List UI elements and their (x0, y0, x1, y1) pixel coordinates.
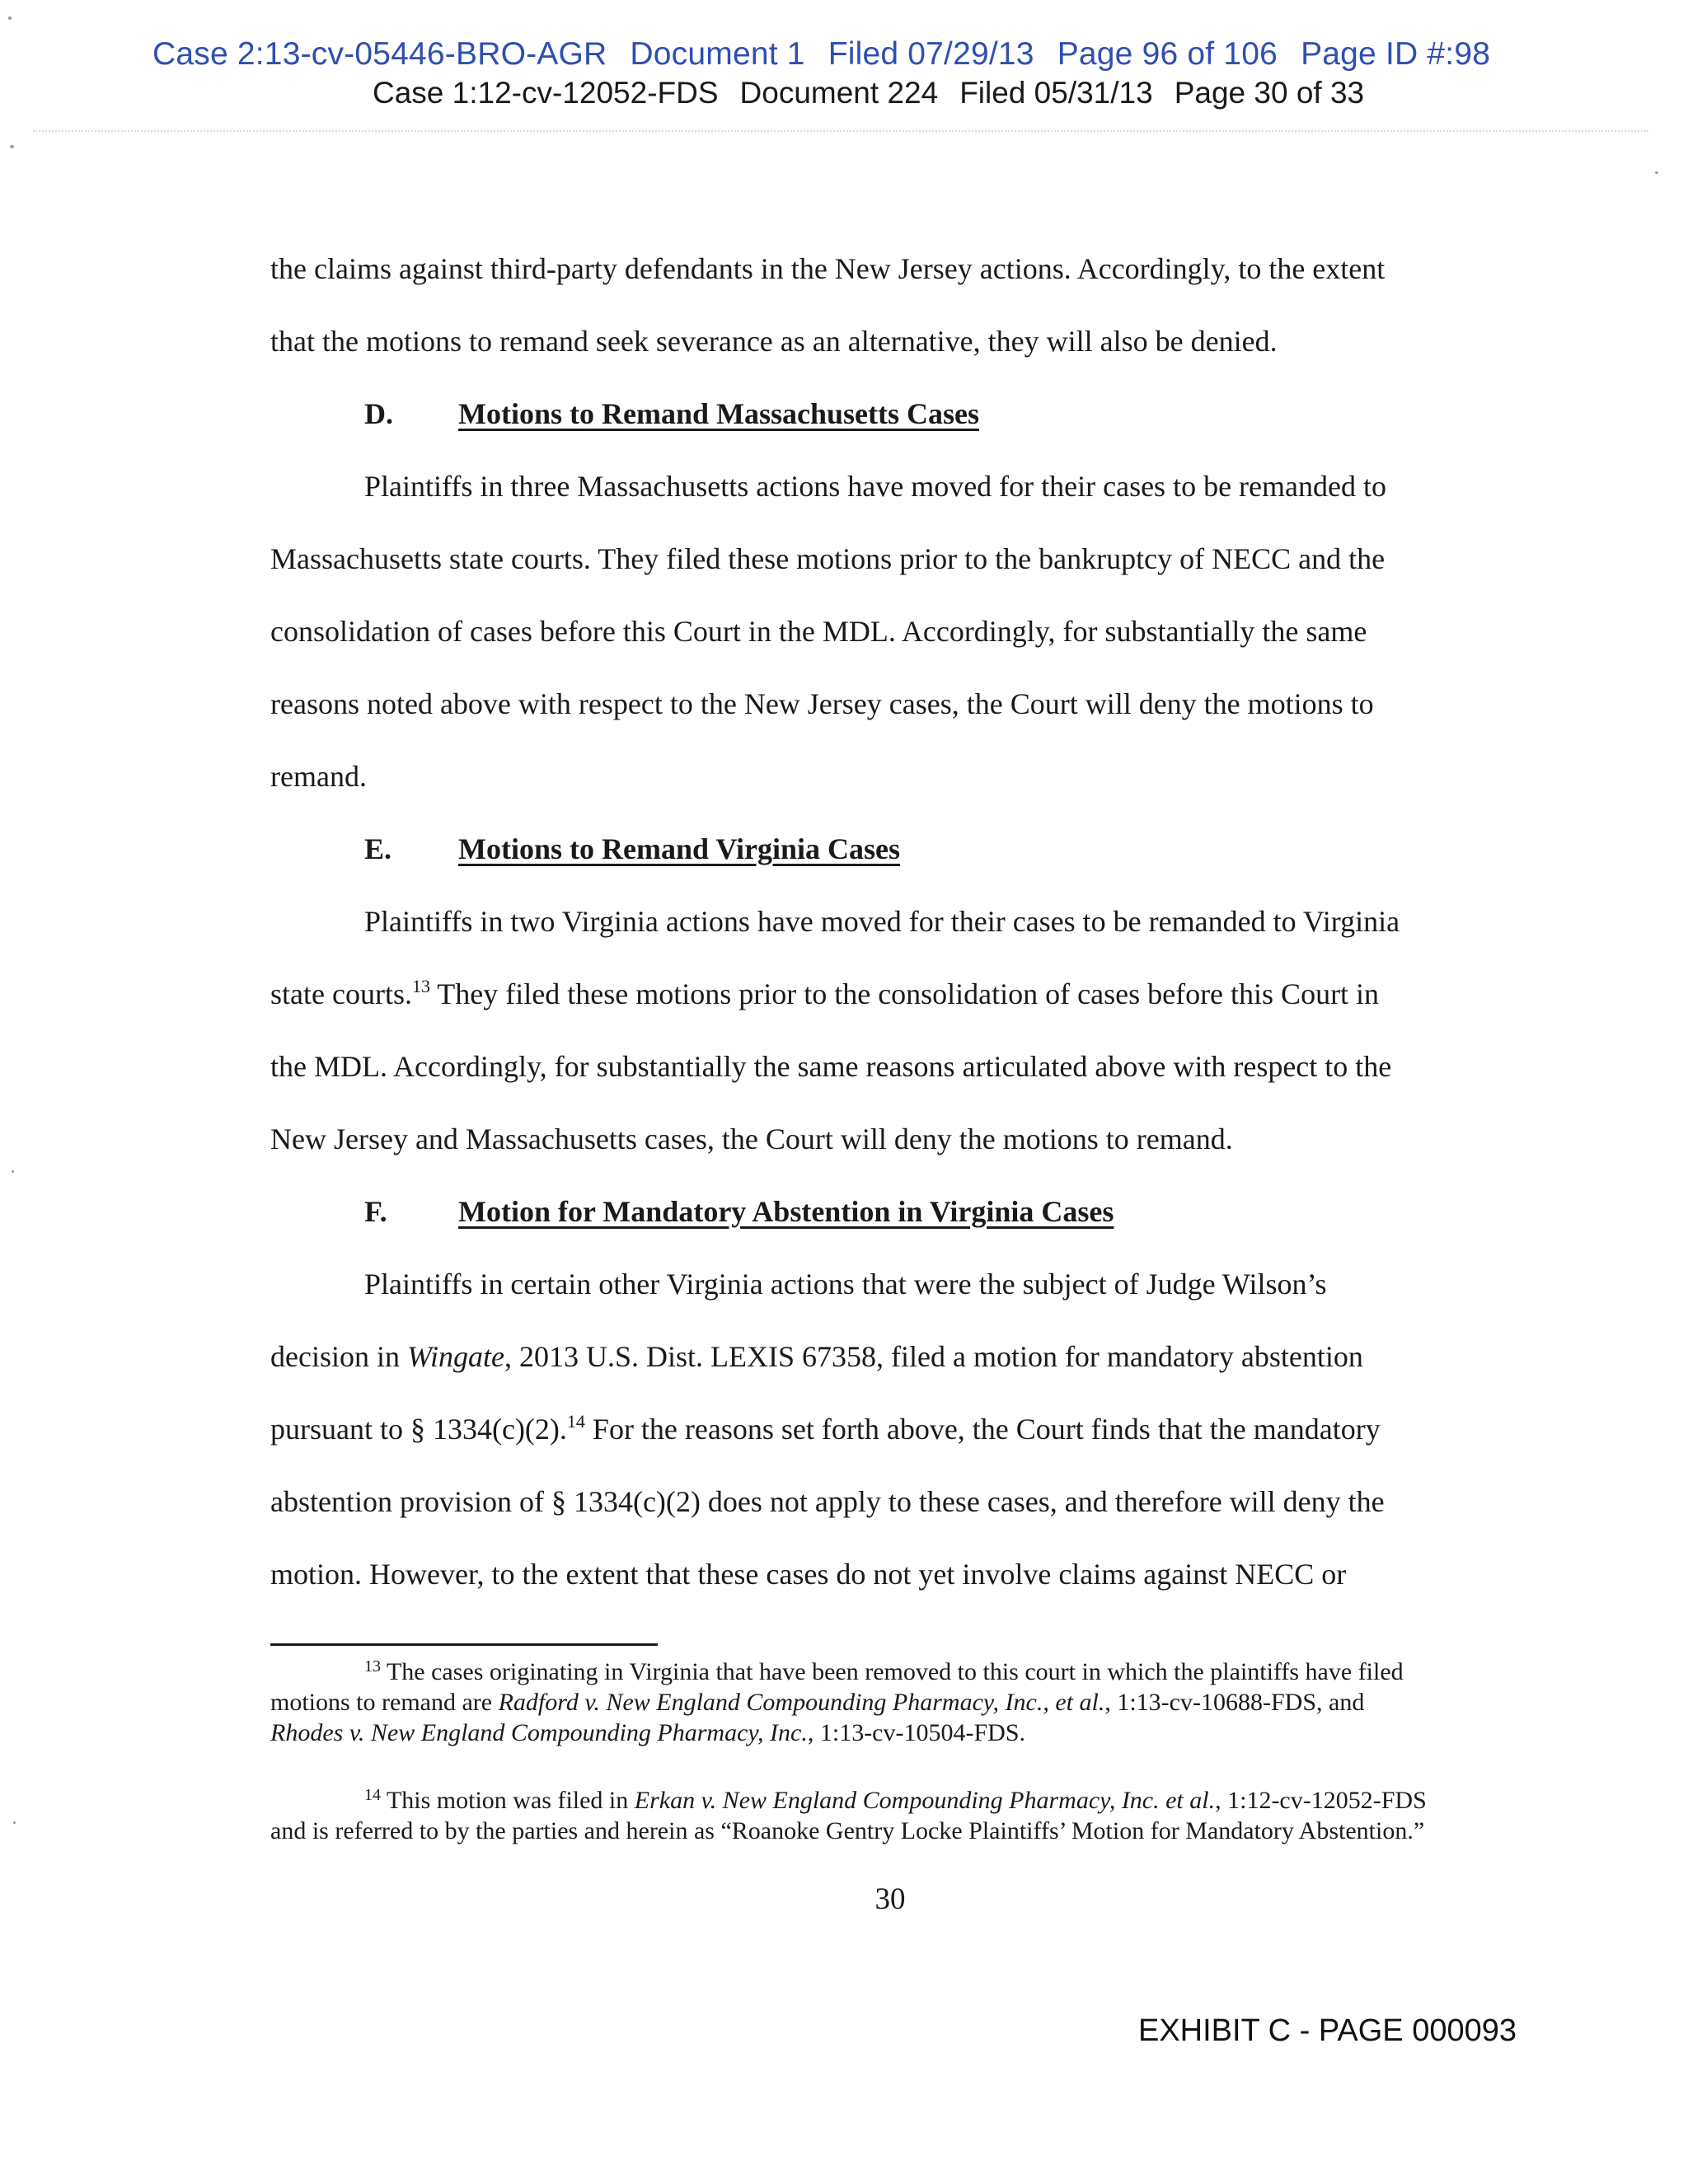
page-id: Page ID #:98 (1301, 36, 1491, 72)
footnote-14 (270, 1785, 1523, 1846)
filed-date: Filed 05/31/13 (959, 76, 1153, 110)
paragraph-line: abstention provision of § 1334(c)(2) does not apply to these cases, and therefore will deny the (270, 1485, 1385, 1518)
text-run: The cases originating in Virginia that have been removed to this court in which the plaintiffs have filed (381, 1658, 1404, 1685)
section-title: Motions to Remand Massachusetts Cases (458, 397, 979, 430)
footnote-line (270, 1657, 1523, 1687)
original-case-header (373, 76, 1688, 110)
footnote-separator (270, 1643, 658, 1646)
section-title: Motions to Remand Virginia Cases (458, 832, 901, 865)
paragraph-line (270, 1320, 1363, 1393)
section-title: Motion for Mandatory Abstention in Virginia Cases (458, 1195, 1114, 1228)
text-run: state courts. (270, 977, 412, 1010)
scan-speck (1655, 171, 1658, 174)
scan-speck (12, 1170, 14, 1173)
footnote-number: 13 (364, 1657, 381, 1675)
footnote-ref-13: 13 (411, 976, 430, 996)
paragraph-line: reasons noted above with respect to the New Jersey cases, the Court will deny the motions to (270, 687, 1374, 720)
footnote-line (270, 1687, 1523, 1718)
paragraph-line: Plaintiffs in three Massachusetts actions have moved for their cases to be remanded to (364, 470, 1386, 503)
filed-date: Filed 07/29/13 (828, 36, 1034, 72)
footnote-line (270, 1718, 1523, 1748)
text-run: , 1:12-cv-12052-FDS (1215, 1787, 1427, 1814)
federal-case-header (152, 36, 1688, 73)
case-number: Case 2:13-cv-05446-BRO-AGR (152, 36, 607, 72)
document-number: Document 1 (630, 36, 805, 72)
page-number: 30 (874, 1882, 906, 1916)
paragraph-line: Plaintiffs in two Virginia actions have moved for their cases to be remanded to Virginia (364, 905, 1400, 938)
section-heading-f (364, 1175, 1114, 1248)
text-run: decision in (270, 1340, 407, 1373)
section-heading-e (364, 813, 900, 885)
paragraph-line: remand. (270, 760, 367, 793)
paragraph-line (270, 958, 1379, 1030)
case-citation: Erkan v. New England Compounding Pharmacy, Inc. et al. (634, 1787, 1216, 1814)
text-run: This motion was filed in (381, 1787, 635, 1814)
scan-speck (13, 1821, 16, 1824)
paragraph-line: the MDL. Accordingly, for substantially the same reasons articulated above with respect to the (270, 1050, 1392, 1083)
paragraph-line: consolidation of cases before this Court in the MDL. Accordingly, for substantially the same (270, 615, 1367, 648)
section-letter: F. (364, 1195, 387, 1228)
text-run: They filed these motions prior to the consolidation of cases before this Court in (429, 977, 1380, 1010)
footnote-number: 14 (364, 1786, 381, 1804)
exhibit-stamp: EXHIBIT C - PAGE 000093 (1137, 2013, 1517, 2048)
scan-artifact-line (33, 130, 1648, 132)
text-run: , 1:13-cv-10504-FDS. (807, 1719, 1026, 1746)
section-heading-d (364, 377, 979, 450)
footnote-line: and is referred to by the parties and herein as “Roanoke Gentry Locke Plaintiffs’ Motion for Mandatory Abstention.” (270, 1817, 1425, 1844)
text-run: , 2013 U.S. Dist. LEXIS 67358, filed a motion for mandatory abstention (504, 1340, 1363, 1373)
footnote-ref-14: 14 (566, 1411, 585, 1432)
footnote-line (270, 1785, 1523, 1816)
case-number: Case 1:12-cv-12052-FDS (373, 76, 719, 110)
paragraph-line: the claims against third-party defendants in the New Jersey actions. Accordingly, to the extent (270, 252, 1386, 285)
paragraph-line: Massachusetts state courts. They filed these motions prior to the bankruptcy of NECC and the (270, 542, 1386, 575)
case-citation: Rhodes v. New England Compounding Pharmacy, Inc. (270, 1719, 808, 1746)
text-run: For the reasons set forth above, the Court finds that the mandatory (584, 1413, 1381, 1446)
scan-speck (8, 16, 12, 20)
paragraph-line: Plaintiffs in certain other Virginia actions that were the subject of Judge Wilson’s (364, 1268, 1327, 1301)
scan-speck (10, 145, 14, 148)
text-run: , 1:13-cv-10688-FDS, and (1104, 1689, 1365, 1716)
section-letter: D. (364, 397, 393, 430)
text-run: pursuant to § 1334(c)(2). (270, 1413, 567, 1446)
paragraph-line: that the motions to remand seek severance as an alternative, they will also be denied. (270, 325, 1278, 358)
document-number: Document 224 (739, 76, 939, 110)
text-run: motions to remand are (270, 1689, 499, 1716)
page-count: Page 96 of 106 (1057, 36, 1278, 72)
case-citation: Wingate (406, 1340, 504, 1373)
page-count: Page 30 of 33 (1174, 76, 1365, 110)
paragraph-line: New Jersey and Massachusetts cases, the Court will deny the motions to remand. (270, 1122, 1233, 1155)
paragraph-line (270, 1393, 1381, 1465)
section-letter: E. (364, 832, 392, 865)
footnote-13 (270, 1657, 1523, 1748)
case-citation: Radford v. New England Compounding Pharmacy, Inc., et al. (498, 1689, 1105, 1716)
paragraph-line: motion. However, to the extent that these cases do not yet involve claims against NECC or (270, 1558, 1347, 1591)
